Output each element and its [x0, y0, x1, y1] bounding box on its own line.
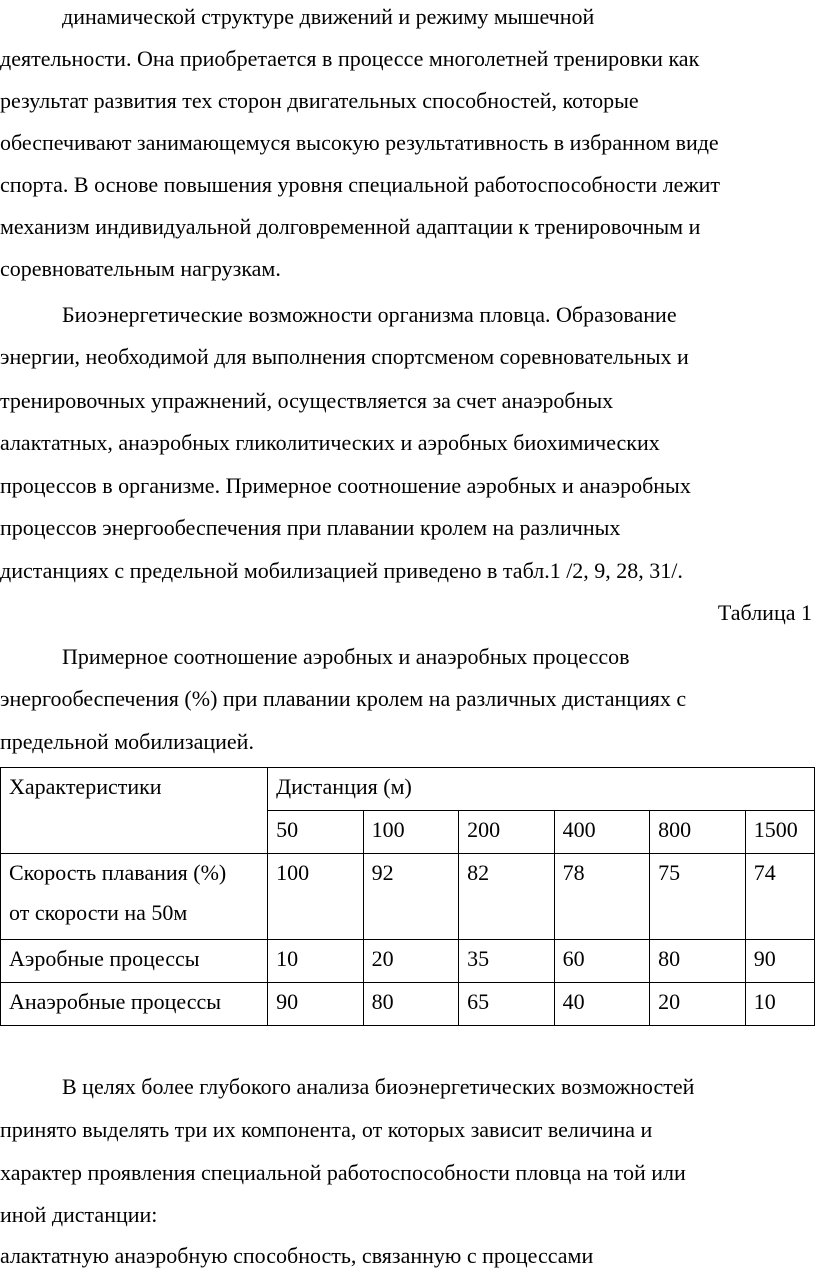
paragraph1-line-1: динамической структуре движений и режиму мышечной — [62, 4, 595, 29]
row-label — [1, 854, 268, 940]
value-cell: 80 — [363, 983, 459, 1026]
paragraph3-line-4: иной дистанции: — [0, 1202, 158, 1227]
value-cell: 80 — [650, 940, 746, 983]
table-header-row — [1, 768, 815, 811]
paragraph3-line-3: характер проявления специальной работоспособности пловца на той или — [0, 1160, 686, 1185]
value-cell: 60 — [554, 940, 650, 983]
paragraph2-line-2: энергии, необходимой для выполнения спортсменом соревновательных и — [0, 344, 689, 369]
value-cell: 20 — [650, 983, 746, 1026]
header-characteristics: Характеристики — [1, 768, 268, 854]
row-label: Анаэробные процессы — [1, 983, 268, 1026]
paragraph2-line-5: процессов в организме. Примерное соотношение аэробных и анаэробных — [0, 473, 691, 498]
value-cell: 90 — [745, 940, 814, 983]
row-label-line-1: Скорость плавания (%) — [9, 860, 227, 885]
paragraph3-line-1: В целях более глубокого анализа биоэнергетических возможностей — [62, 1074, 695, 1099]
distance-cell: 400 — [554, 811, 650, 854]
row-label: Аэробные процессы — [1, 940, 268, 983]
table-row — [1, 940, 815, 983]
paragraph2-line-7: дистанциях с предельной мобилизацией приведено в табл.1 /2, 9, 28, 31/. — [0, 558, 683, 583]
paragraph1-line-4: обеспечивают занимающемуся высокую результативность в избранном виде — [0, 130, 719, 155]
value-cell: 35 — [459, 940, 555, 983]
value-cell: 20 — [363, 940, 459, 983]
paragraph1-line-3: результат развития тех сторон двигательных способностей, которые — [0, 88, 639, 113]
value-cell: 10 — [745, 983, 814, 1026]
distance-cell: 100 — [363, 811, 459, 854]
header-distance: Дистанция (м) — [268, 768, 815, 811]
paragraph2-line-1: Биоэнергетические возможности организма пловца. Образование — [62, 302, 677, 327]
paragraph3-line-2: принято выделять три их компонента, от которых зависит величина и — [0, 1117, 653, 1142]
table-row — [1, 854, 815, 940]
paragraph3-line-5: алактатную анаэробную способность, связанную с процессами — [0, 1243, 594, 1268]
paragraph2-line-6: процессов энергообеспечения при плавании кролем на различных — [0, 515, 621, 540]
value-cell: 78 — [554, 854, 650, 940]
value-cell: 75 — [650, 854, 746, 940]
table-label: Таблица 1 — [717, 600, 812, 625]
value-cell: 10 — [268, 940, 364, 983]
row-label-line-2: от скорости на 50м — [9, 900, 188, 925]
paragraph1-line-5: спорта. В основе повышения уровня специальной работоспособности лежит — [0, 172, 721, 197]
distance-cell: 50 — [268, 811, 364, 854]
energy-supply-table — [0, 767, 815, 1026]
table-row — [1, 983, 815, 1026]
paragraph1-line-2: деятельности. Она приобретается в процессе многолетней тренировки как — [0, 46, 700, 71]
distance-cell: 1500 — [745, 811, 814, 854]
value-cell: 40 — [554, 983, 650, 1026]
value-cell: 90 — [268, 983, 364, 1026]
value-cell: 82 — [459, 854, 555, 940]
paragraph1-line-6: механизм индивидуальной долговременной адаптации к тренировочным и — [0, 214, 701, 239]
distance-cell: 800 — [650, 811, 746, 854]
table-caption-line-1: Примерное соотношение аэробных и анаэробных процессов — [62, 644, 630, 669]
value-cell: 100 — [268, 854, 364, 940]
value-cell: 74 — [745, 854, 814, 940]
value-cell: 65 — [459, 983, 555, 1026]
paragraph2-line-4: алактатных, анаэробных гликолитических и аэробных биохимических — [0, 430, 660, 455]
table-caption-line-3: предельной мобилизацией. — [0, 729, 254, 754]
value-cell: 92 — [363, 854, 459, 940]
table-caption-line-2: энергообеспечения (%) при плавании кролем на различных дистанциях с — [0, 686, 687, 711]
paragraph1-line-7: соревновательным нагрузкам. — [0, 256, 281, 281]
paragraph2-line-3: тренировочных упражнений, осуществляется за счет анаэробных — [0, 388, 614, 413]
distance-cell: 200 — [459, 811, 555, 854]
